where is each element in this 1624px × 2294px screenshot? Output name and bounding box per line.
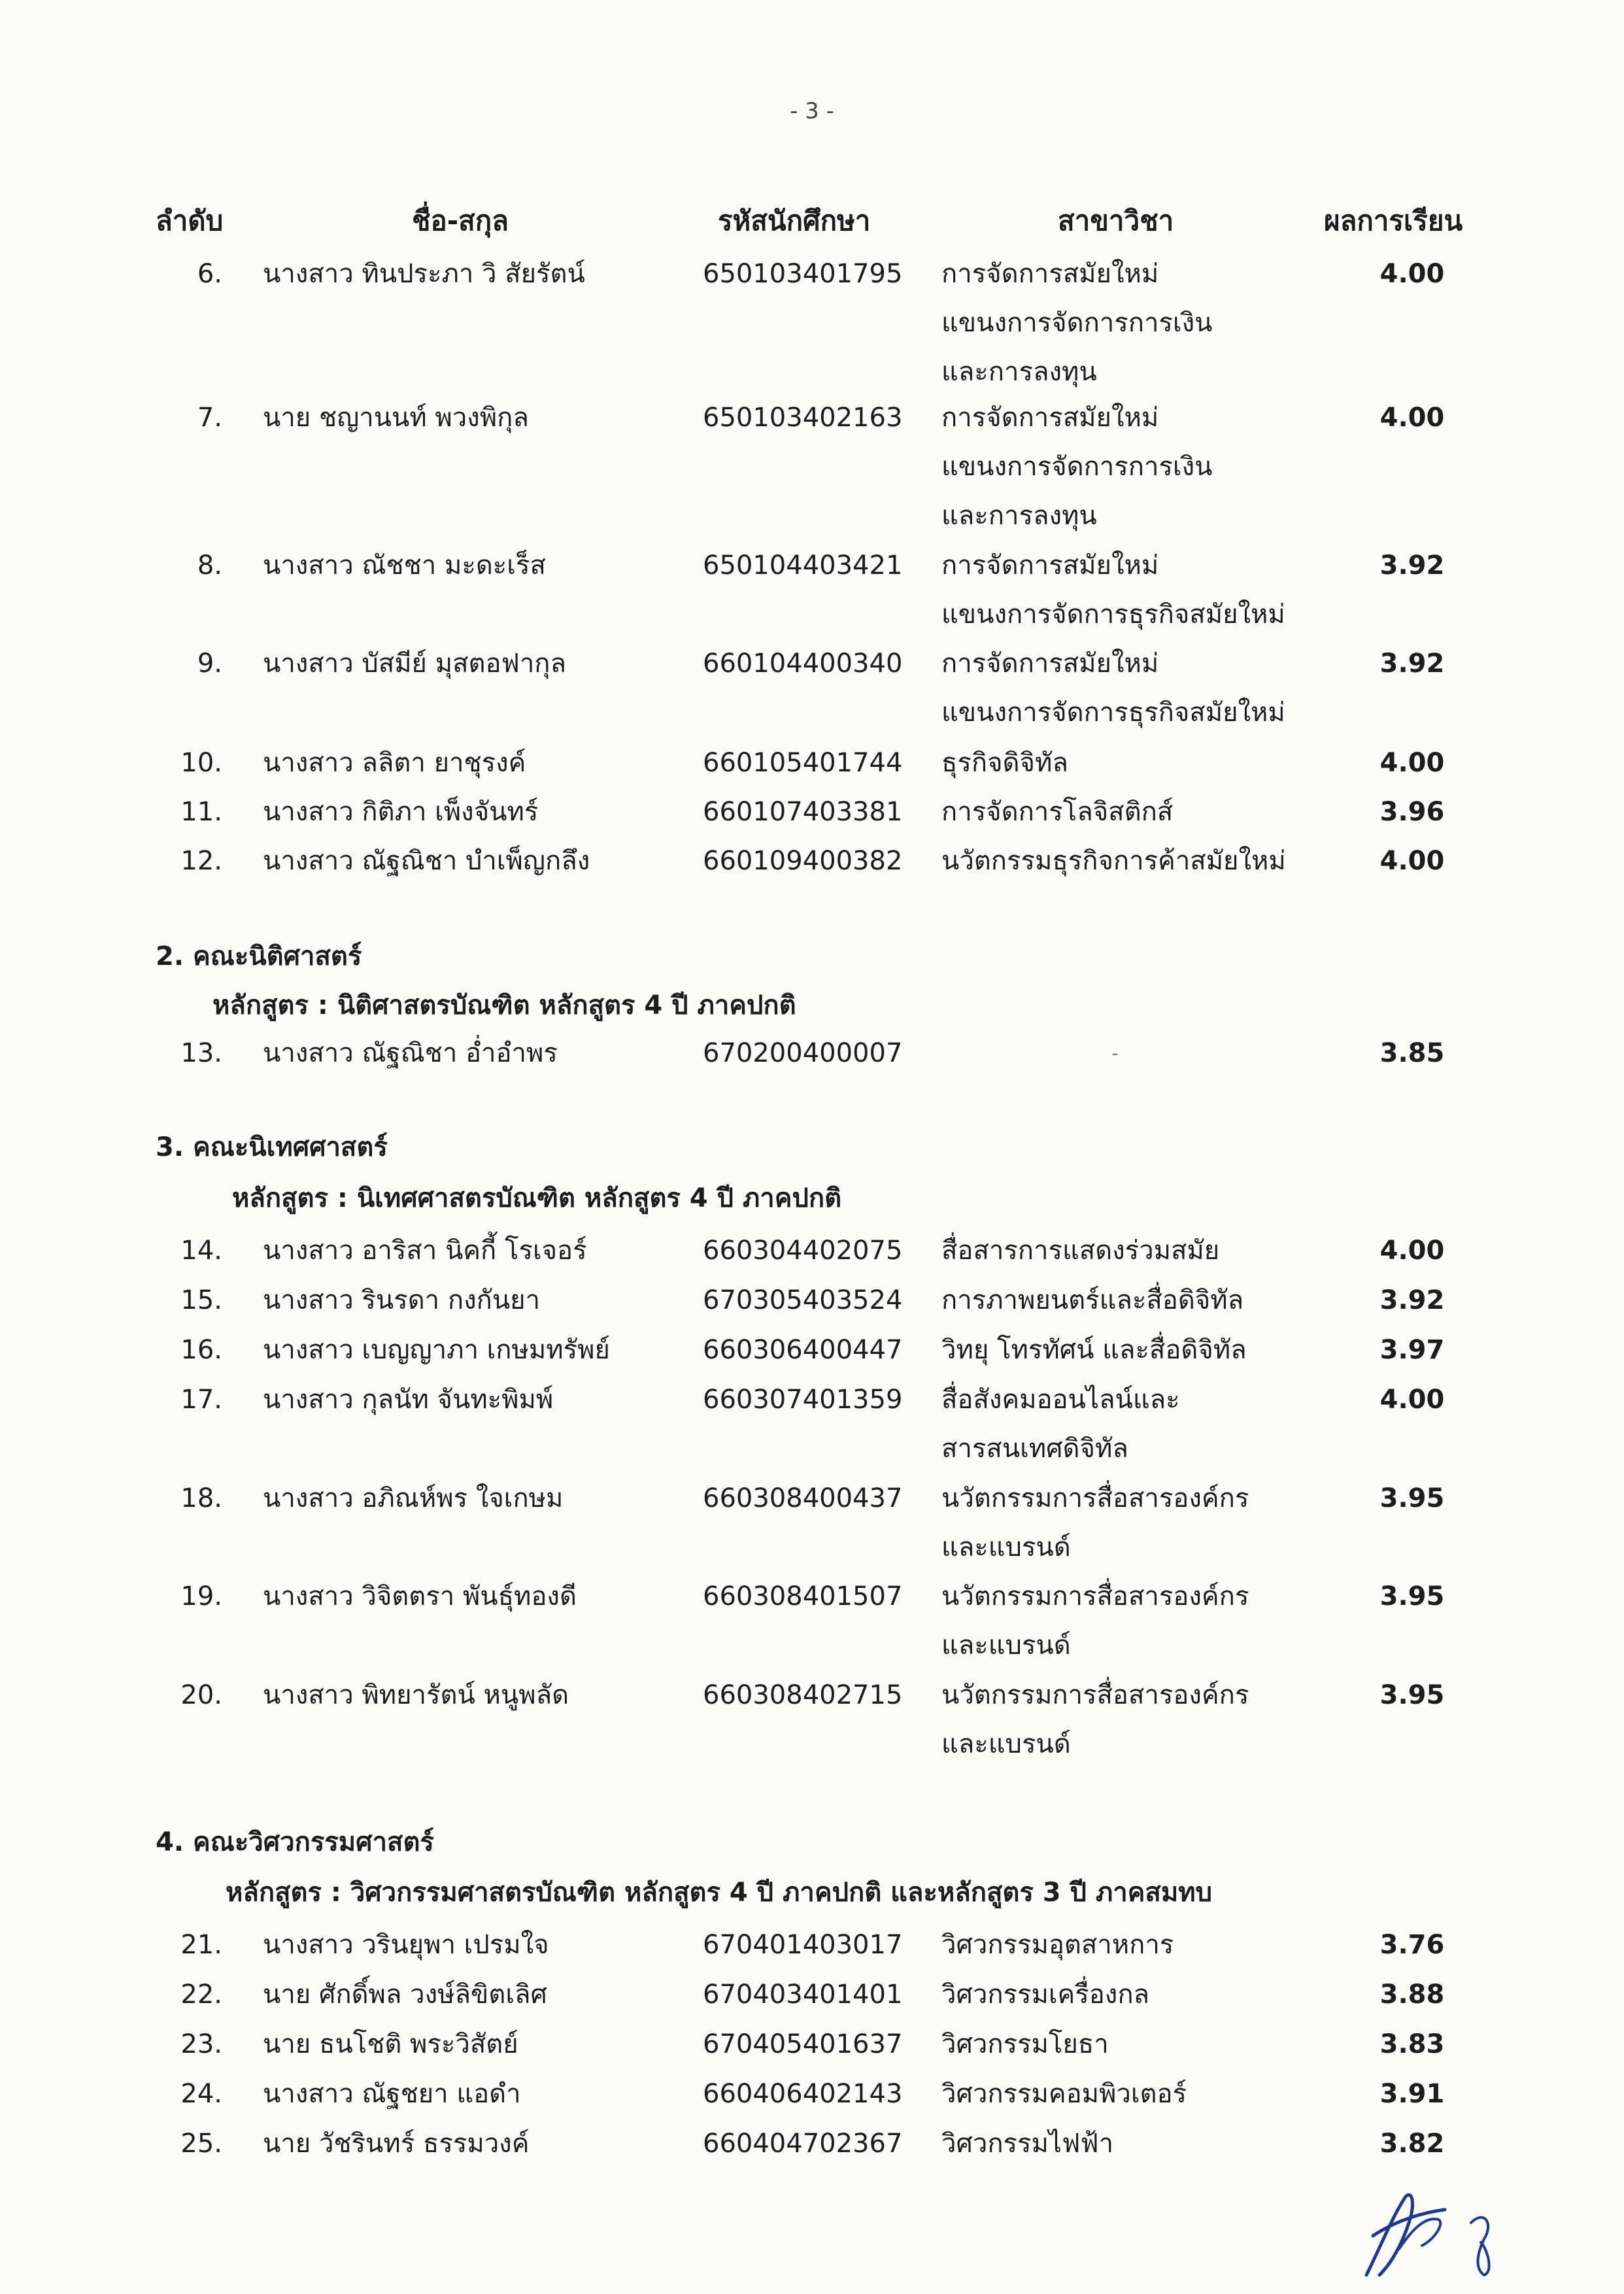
major-line: และการลงทุน xyxy=(941,501,1097,531)
student-name: นาย ศักดิ์พล วงษ์ลิขิตเลิศ xyxy=(263,1980,547,2010)
student-name: นางสาว อภิณห์พร ใจเกษม xyxy=(263,1483,564,1513)
student-id: 670401403017 xyxy=(703,1930,903,1960)
gpa: 4.00 xyxy=(1379,403,1445,433)
major-line: แขนงการจัดการธุรกิจสมัยใหม่ xyxy=(941,698,1285,728)
student-name: นางสาว พิทยารัตน์ หนูพลัด xyxy=(263,1680,569,1710)
major-line: และแบรนด์ xyxy=(941,1532,1071,1562)
student-name: นาย ธนโชติ พระวิสัตย์ xyxy=(263,2029,518,2059)
row-number: 12. xyxy=(180,846,222,876)
gpa: 4.00 xyxy=(1379,846,1445,876)
gpa: 3.95 xyxy=(1379,1483,1445,1513)
faculty-heading: 2. คณะนิติศาสตร์ xyxy=(156,941,362,971)
student-id: 660406402143 xyxy=(703,2079,903,2109)
row-number: 20. xyxy=(180,1680,222,1710)
major-line: วิศวกรรมคอมพิวเตอร์ xyxy=(941,2079,1187,2109)
major-line: วิศวกรรมไฟฟ้า xyxy=(941,2129,1114,2159)
table-header xyxy=(0,199,1624,239)
faculty-heading: 3. คณะนิเทศศาสตร์ xyxy=(156,1132,388,1162)
row-number: 10. xyxy=(180,748,222,778)
student-id: 660304402075 xyxy=(703,1236,903,1266)
major-line: การภาพยนตร์และสื่อดิจิทัล xyxy=(941,1285,1244,1315)
row-number: 17. xyxy=(180,1385,222,1415)
row-number: 7. xyxy=(197,403,222,433)
student-id: 670200400007 xyxy=(703,1038,903,1068)
page-number: - 3 - xyxy=(790,98,834,124)
student-name: นางสาว บัสมีย์ มุสตอฟากุล xyxy=(263,649,567,679)
gpa: 3.95 xyxy=(1379,1680,1445,1710)
major-line: วิศวกรรมเครื่องกล xyxy=(941,1980,1150,2010)
major-line: และการลงทุน xyxy=(941,357,1097,387)
major-line: สารสนเทศดิจิทัล xyxy=(941,1434,1128,1464)
student-id: 660107403381 xyxy=(703,797,903,827)
header-name: ชื่อ-สกุล xyxy=(412,205,509,237)
major-line: แขนงการจัดการการเงิน xyxy=(941,308,1213,338)
gpa: 3.92 xyxy=(1379,649,1445,679)
major-line: การจัดการสมัยใหม่ xyxy=(941,403,1159,433)
major-line: แขนงการจัดการการเงิน xyxy=(941,452,1213,482)
gpa: 3.76 xyxy=(1379,1930,1445,1960)
major-line: สื่อสังคมออนไลน์และ xyxy=(941,1385,1180,1415)
major-line: นวัตกรรมการสื่อสารองค์กร xyxy=(941,1483,1249,1513)
student-id: 670305403524 xyxy=(703,1285,903,1315)
gpa: 3.82 xyxy=(1379,2129,1445,2159)
gpa: 3.96 xyxy=(1379,797,1445,827)
student-id: 660306400447 xyxy=(703,1335,903,1365)
student-id: 670405401637 xyxy=(703,2029,903,2059)
student-name: นางสาว วรินยุพา เปรมใจ xyxy=(263,1930,549,1960)
row-number: 22. xyxy=(180,1980,222,2010)
row-number: 15. xyxy=(180,1285,222,1315)
student-name: นางสาว วิจิตตรา พันธุ์ทองดี xyxy=(263,1581,577,1611)
major-line: วิศวกรรมโยธา xyxy=(941,2029,1109,2059)
major-line: การจัดการสมัยใหม่ xyxy=(941,259,1159,289)
student-name: นางสาว ณัฐณิชา บำเพ็ญกลึง xyxy=(263,846,590,876)
student-name: นางสาว ณัฐชยา แอดำ xyxy=(263,2079,521,2109)
gpa: 3.92 xyxy=(1379,1285,1445,1315)
student-id: 660109400382 xyxy=(703,846,903,876)
student-name: นางสาว รินรดา กงกันยา xyxy=(263,1285,541,1315)
student-name: นางสาว ลลิตา ยาชุรงค์ xyxy=(263,748,526,778)
major-line: การจัดการสมัยใหม่ xyxy=(941,649,1159,679)
student-id: 650103402163 xyxy=(703,403,903,433)
student-name: นางสาว อาริสา นิคกี้ โรเจอร์ xyxy=(263,1236,587,1266)
gpa: 3.95 xyxy=(1379,1581,1445,1611)
header-gpa: ผลการเรียน xyxy=(1324,205,1463,237)
gpa: 4.00 xyxy=(1379,1236,1445,1266)
student-id: 660308401507 xyxy=(703,1581,903,1611)
student-id: 660105401744 xyxy=(703,748,903,778)
major-line: นวัตกรรมธุรกิจการค้าสมัยใหม่ xyxy=(941,846,1286,876)
gpa: 3.97 xyxy=(1379,1335,1445,1365)
major-line: ธุรกิจดิจิทัล xyxy=(941,748,1068,778)
major-line: นวัตกรรมการสื่อสารองค์กร xyxy=(941,1680,1249,1710)
row-number: 16. xyxy=(180,1335,222,1365)
row-number: 8. xyxy=(197,550,222,581)
header-no: ลำดับ xyxy=(156,205,224,237)
student-id: 660307401359 xyxy=(703,1385,903,1415)
row-number: 23. xyxy=(180,2029,222,2059)
student-id: 660404702367 xyxy=(703,2129,903,2159)
major-line: วิทยุ โทรทัศน์ และสื่อดิจิทัล xyxy=(941,1335,1247,1365)
student-id: 660308402715 xyxy=(703,1680,903,1710)
program-heading: หลักสูตร : นิเทศศาสตรบัณฑิต หลักสูตร 4 ปี ภาคปกติ xyxy=(232,1183,842,1213)
major-line: วิศวกรรมอุตสาหการ xyxy=(941,1930,1174,1960)
student-id: 650103401795 xyxy=(703,259,903,289)
student-id: 660104400340 xyxy=(703,649,903,679)
student-name: นางสาว กุลนัท จันทะพิมพ์ xyxy=(263,1385,554,1415)
major-line: นวัตกรรมการสื่อสารองค์กร xyxy=(941,1581,1249,1611)
gpa: 3.92 xyxy=(1379,550,1445,581)
major-line: สื่อสารการแสดงร่วมสมัย xyxy=(941,1236,1220,1266)
gpa: 4.00 xyxy=(1379,748,1445,778)
major-line: การจัดการโลจิสติกส์ xyxy=(941,797,1174,827)
header-student-id: รหัสนักศึกษา xyxy=(718,205,871,237)
major-line: แขนงการจัดการธุรกิจสมัยใหม่ xyxy=(941,599,1285,630)
signature-image xyxy=(1353,2177,1510,2288)
student-id: 650104403421 xyxy=(703,550,903,581)
gpa: 3.85 xyxy=(1379,1038,1445,1068)
row-number: 25. xyxy=(180,2129,222,2159)
major-line: การจัดการสมัยใหม่ xyxy=(941,550,1159,581)
student-name: นาย ชญานนท์ พวงพิกุล xyxy=(263,403,529,433)
student-name: นาย วัชรินทร์ ธรรมวงค์ xyxy=(263,2129,530,2159)
row-number: 24. xyxy=(180,2079,222,2109)
program-heading: หลักสูตร : นิติศาสตรบัณฑิต หลักสูตร 4 ปี ภาคปกติ xyxy=(212,990,796,1020)
row-number: 14. xyxy=(180,1236,222,1266)
faculty-heading: 4. คณะวิศวกรรมศาสตร์ xyxy=(156,1827,434,1857)
student-name: นางสาว ทินประภา วิ สัยรัตน์ xyxy=(263,259,585,289)
student-name: นางสาว ณัฐณิชา อ่ำอำพร xyxy=(263,1038,558,1068)
row-number: 19. xyxy=(180,1581,222,1611)
gpa: 4.00 xyxy=(1379,259,1445,289)
gpa: 3.88 xyxy=(1379,1980,1445,2010)
student-id: 670403401401 xyxy=(703,1980,903,2010)
student-name: นางสาว เบญญาภา เกษมทรัพย์ xyxy=(263,1335,610,1365)
gpa: 3.83 xyxy=(1379,2029,1445,2059)
major-empty: - xyxy=(1111,1042,1119,1065)
header-major: สาขาวิชา xyxy=(1058,205,1174,237)
gpa: 3.91 xyxy=(1379,2079,1445,2109)
row-number: 13. xyxy=(180,1038,222,1068)
student-name: นางสาว กิติภา เพ็งจันทร์ xyxy=(263,797,539,827)
program-heading: หลักสูตร : วิศวกรรมศาสตรบัณฑิต หลักสูตร 4 ปี ภาคปกติ และหลักสูตร 3 ปี ภาคสมทบ xyxy=(226,1878,1212,1908)
row-number: 18. xyxy=(180,1483,222,1513)
row-number: 11. xyxy=(180,797,222,827)
gpa: 4.00 xyxy=(1379,1385,1445,1415)
row-number: 21. xyxy=(180,1930,222,1960)
student-name: นางสาว ณัชชา มะดะเร็ส xyxy=(263,550,546,581)
major-line: และแบรนด์ xyxy=(941,1630,1071,1661)
major-line: และแบรนด์ xyxy=(941,1729,1071,1759)
row-number: 6. xyxy=(197,259,222,289)
student-id: 660308400437 xyxy=(703,1483,903,1513)
row-number: 9. xyxy=(197,649,222,679)
